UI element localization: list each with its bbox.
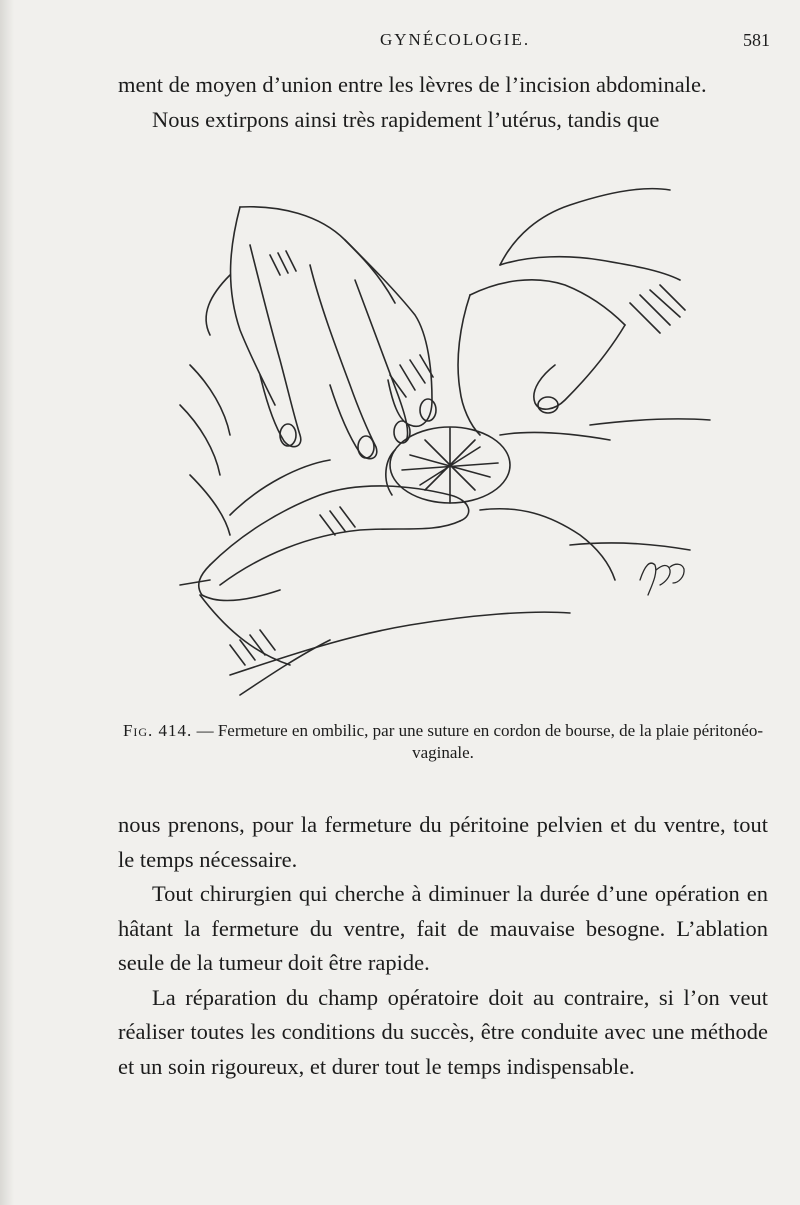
page-edge-shadow xyxy=(0,0,14,1205)
surgical-hands-illustration xyxy=(170,185,730,705)
page-header xyxy=(0,30,800,58)
artist-signature xyxy=(640,563,684,595)
paragraph-continued: ment de moyen d’union entre les lèvres de l’incision abdominale. xyxy=(118,72,707,97)
paragraph: Tout chirurgien qui cherche à diminuer la durée d’une opération en hâtant la fermeture du ventre, fait de mauvaise besogne. L’ablation seule de la tumeur doit être rapide. xyxy=(118,881,768,975)
page-number: 581 xyxy=(743,30,770,50)
figure-illustration xyxy=(170,185,730,705)
paragraph: La réparation du champ opératoire doit au contraire, si l’on veut réaliser toutes les conditions du succès, être conduite avec une méthode et un soin rigoureux, et durer tout le temps indispensable. xyxy=(118,984,768,1079)
caption-text: — Fermeture en ombilic, par une suture en cordon de bourse, de la plaie péritonéo-vaginale. xyxy=(192,721,764,762)
running-head: GYNÉCOLOGIE. xyxy=(380,30,531,49)
paragraph: nous prenons, pour la fermeture du péritoine pelvien et du ventre, tout le temps nécessaire. xyxy=(118,812,768,872)
figure-caption xyxy=(118,720,768,764)
bottom-text-block xyxy=(118,808,768,1084)
top-text-block xyxy=(118,68,768,137)
paragraph: Nous extirpons ainsi très rapidement l’utérus, tandis que xyxy=(152,106,660,132)
figure-label: Fig. 414. xyxy=(122,721,193,740)
